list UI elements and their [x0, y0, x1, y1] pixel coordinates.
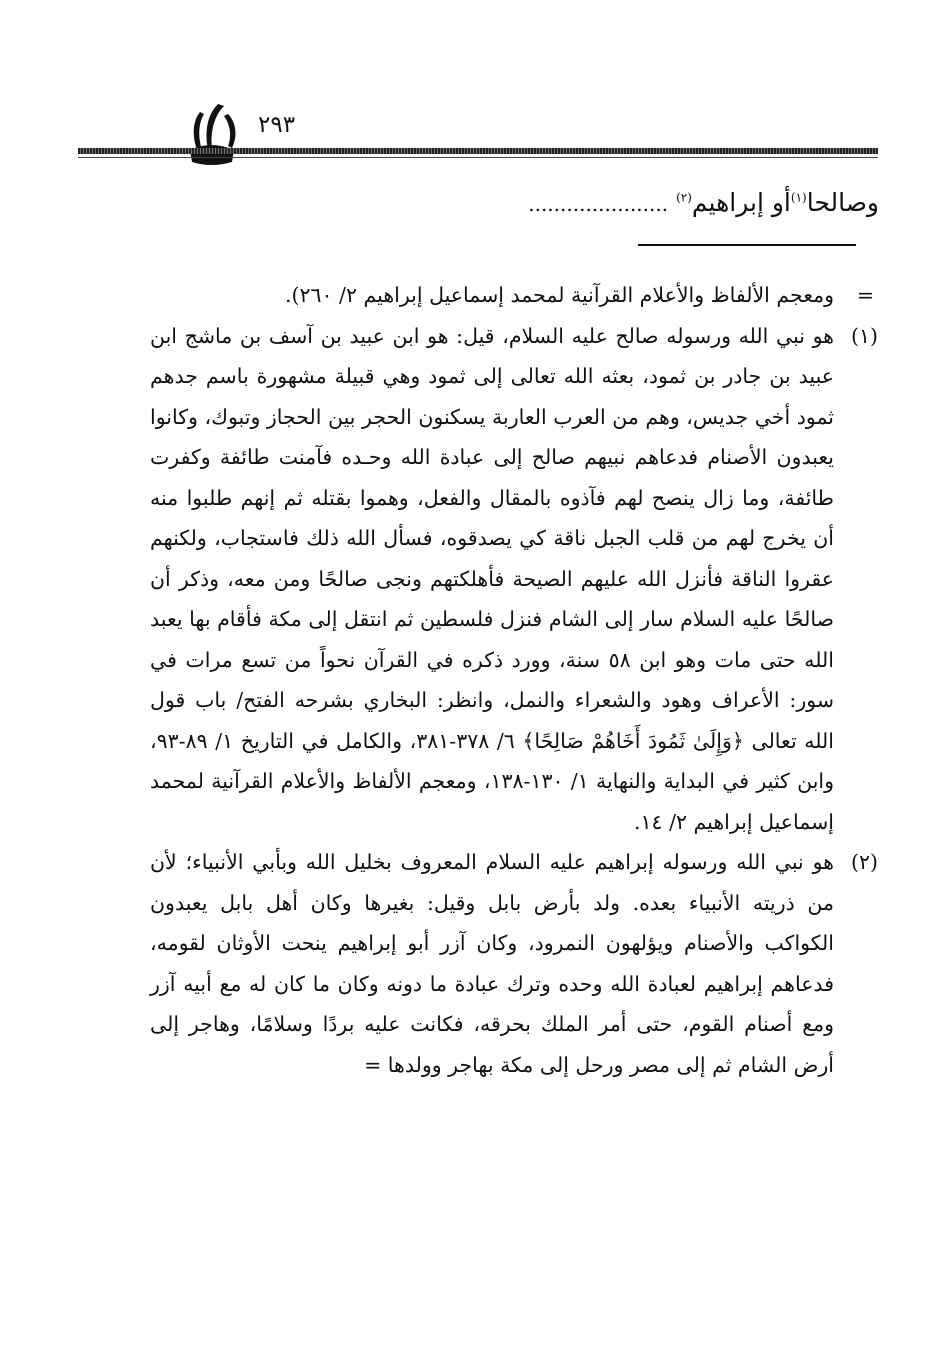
header-rule — [78, 148, 878, 154]
header-rule-thin — [78, 157, 878, 158]
footnote-ref[interactable]: (٢) — [676, 190, 692, 205]
footnote-text: هو نبي الله ورسوله صالح عليه السلام، قيل: هو ابن عبيد بن آسف بن ماشج ابن عبيد بن جادر بن ثمود، بعثه الله تعالى إلى ثمود وهي قبيلة مشهورة باسم جدهم ثمود أخي جديس، وهم من العرب العاربة يسكنون الحجر بين الحجاز وتبوك، وكانوا يعبدون الأصنام فدعاهم نبيهم صالح إلى عبادة الله وحـده فآمنت طائفة وكفرت طائفة، وما زال ينصح لهم فآذوه بالمقال والفعل، وهموا بقتله ثم إنهم طلبوا منه أن يخرج لهم من قلب الجبل ناقة كي يصدقوه، فسأل الله ذلك فاستجاب، ولكنهم عقروا الناقة فأنزل الله عليهم الصيحة فأهلكتهم ونجى صالحًا ومن معه، وذكر أن صالحًا عليه السلام سار إلى الشام فنزل فلسطين ثم انتقل إلى مكة فأقام بها يعبد الله حتى مات وهو ابن ٥٨ سنة، وورد ذكره في القرآن نحواً من تسع مرات في سور: الأعراف وهود والشعراء والنمل، وانظر: البخاري بشرحه الفتح/ باب قول الله تعالى ﴿وَإِلَىٰ ثَمُودَ أَخَاهُمْ صَالِحًا﴾ ٦/ ٣٧٨-٣٨١، والكامل في التاريخ ١/ ٨٩-٩٣، وابن كثير في البداية والنهاية ١/ ١٣٠-١٣٨، ومعجم الألفاظ والأعلام القرآنية لمحمد إسماعيل إبراهيم ٢/ ١٤. — [150, 323, 835, 834]
footnote-ref[interactable]: (١) — [790, 190, 807, 205]
page-number: ٢٩٣ — [258, 112, 296, 138]
footnote-separator — [638, 244, 856, 246]
footnote-2 — [150, 842, 878, 1085]
footnotes — [150, 275, 878, 1085]
main-text-segment: أو إبراهيم — [691, 188, 791, 217]
footnote-text: هو نبي الله ورسوله إبراهيم عليه السلام المعروف بخليل الله وبأبي الأنبياء؛ لأن من ذريته الأنبياء بعده. ولد بأرض بابل وقيل: بغيرها وكان أهل بابل يعبدون الكواكب والأصنام ويؤلهون النمرود، وكان آزر أبو إبراهيم ينحت الأوثان لقومه، فدعاهم إبراهيم لعبادة الله وحده وترك عبادة ما دونه وكان ما كان له مع أبيه آزر ومع أصنام القوم، حتى أمر الملك بحرقه، فكانت عليه بردًا وسلامًا، وهاجر إلى أرض الشام ثم إلى مصر ورحل إلى مكة بهاجر وولدها = — [150, 850, 834, 1077]
footnote-marker: (١) — [850, 323, 878, 348]
ellipsis-dots: ...................... — [528, 192, 669, 216]
footnote-text: ومعجم الألفاظ والأعلام القرآنية لمحمد إسماعيل إبراهيم ٢/ ٢٦٠). — [284, 283, 834, 307]
footnote-marker: (٢) — [850, 850, 878, 874]
main-text-segment: وصالحا — [806, 188, 879, 217]
main-text-line — [169, 188, 879, 217]
continuation-marker: = — [856, 283, 874, 307]
footnote-1 — [150, 316, 878, 843]
footnote-continuation — [150, 275, 878, 316]
